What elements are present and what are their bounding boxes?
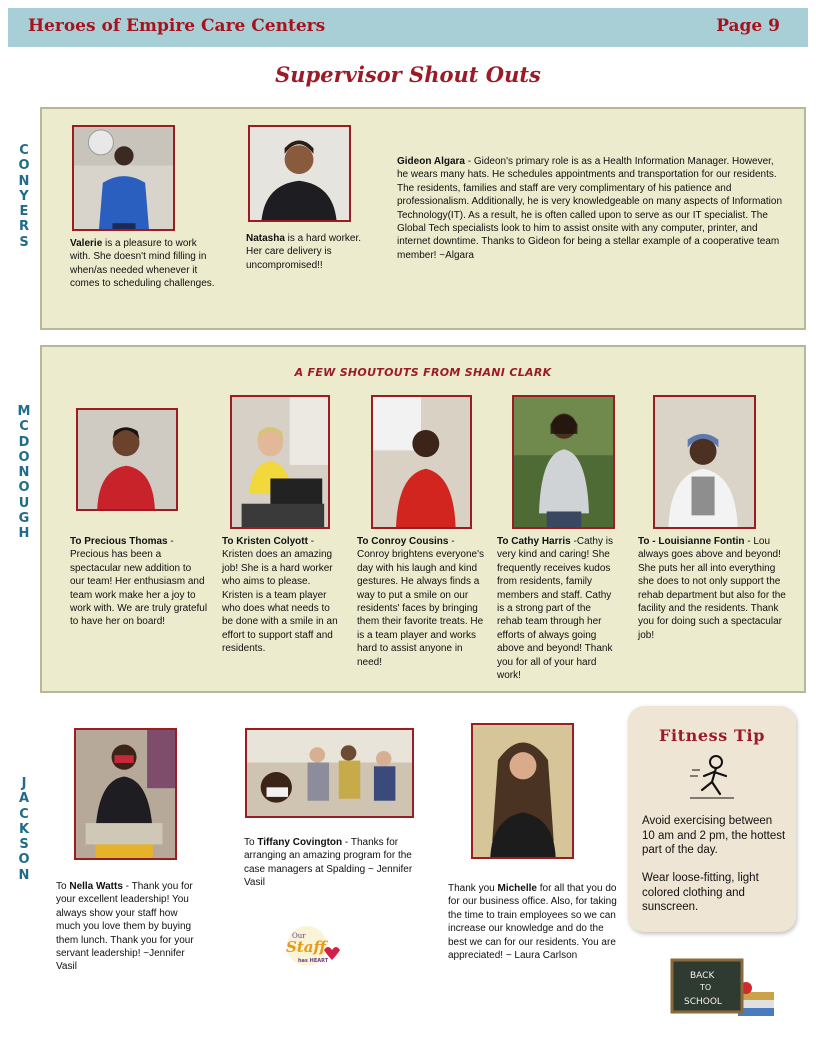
- back-to-school-graphic: [664, 950, 776, 1022]
- label-letter: U: [18, 495, 30, 511]
- kristen-photo: [230, 395, 330, 529]
- nella-text: - Thank you for your excellent leadership! You always show your staff how much you love them by buying them lunch. Thank you for your servant leadership! ~Jennifer Vasil: [56, 881, 194, 973]
- fitness-tip-title: Fitness Tip: [659, 726, 765, 745]
- person-photo-icon: [74, 127, 173, 229]
- person-photo-icon: [373, 397, 470, 527]
- label-letter: O: [18, 852, 30, 868]
- mcdonough-subtitle: A FEW SHOUTOUTS FROM SHANI CLARK: [294, 366, 552, 379]
- label-letter: C: [19, 806, 29, 822]
- tiffany-text: - Thanks for arranging an amazing program for the case managers at Spalding ~ Jennifer Vasil: [244, 837, 413, 889]
- newsletter-title: Heroes of Empire Care Centers: [28, 16, 326, 36]
- natasha-text: is a hard worker. Her care delivery is uncompromised!!: [246, 233, 362, 271]
- person-photo-icon: [250, 127, 349, 220]
- label-letter: C: [19, 419, 29, 435]
- label-letter: S: [19, 837, 29, 853]
- tiffany-photo: [245, 728, 414, 818]
- label-letter: C: [19, 143, 29, 158]
- louisianne-name: To - Louisianne Fontin: [638, 536, 745, 547]
- kristen-text: - Kristen does an amazing job! She is a hard worker who aims to please. Kristen is a team player who does what needs to be done with a smile in an effort to support staff and residents.: [222, 536, 338, 655]
- label-letter: N: [18, 867, 30, 883]
- label-letter: H: [18, 526, 30, 542]
- valerie-text: is a pleasure to work with. She doesn't mind filling in when/as needed whenever it comes to scheduling challenges.: [70, 238, 215, 290]
- person-photo-icon: [514, 397, 613, 527]
- person-photo-icon: [232, 397, 328, 527]
- michelle-photo: [471, 723, 574, 859]
- group-photo-icon: [247, 730, 412, 816]
- nella-shoutout: [56, 880, 196, 974]
- cathy-text: -Cathy is very kind and caring! She frequently receives kudos from residents, family members and staff. Cathy is a strong part of the rehab team through her efforts of always going above and beyond! Thank you for all of your hard work!: [497, 536, 613, 682]
- person-photo-icon: [78, 410, 176, 509]
- nella-name: Nella Watts: [69, 881, 123, 892]
- runner-icon: [686, 750, 738, 802]
- label-letter: N: [18, 465, 30, 481]
- cathy-photo: [512, 395, 615, 529]
- fitness-tip-1: Avoid exercising between 10 am and 2 pm, the hottest part of the day.: [642, 815, 786, 856]
- mcdonough-vertical-label: [14, 404, 34, 542]
- valerie-photo: [72, 125, 175, 231]
- conroy-photo: [371, 395, 472, 529]
- conroy-shoutout: [357, 535, 489, 669]
- logo-line-staff: Staff: [286, 938, 326, 956]
- label-letter: O: [18, 480, 30, 496]
- nella-prefix: To: [56, 881, 70, 892]
- person-photo-icon: [655, 397, 754, 527]
- gideon-name: Gideon Algara: [397, 156, 465, 167]
- precious-shoutout: [70, 535, 208, 629]
- precious-text: - Precious has been a spectacular new addition to our team! Her enthusiasm and team work make her a joy to work with. We are truly grateful to have her on board!: [70, 536, 208, 628]
- chalk-line-school: SCHOOL: [684, 997, 722, 1007]
- staff-heart-logo: [272, 922, 342, 970]
- fitness-tip-2: Wear loose-fitting, light colored clothing and sunscreen.: [642, 872, 759, 913]
- label-letter: O: [18, 449, 30, 465]
- conyers-vertical-label: [14, 143, 34, 250]
- louisianne-photo: [653, 395, 756, 529]
- label-letter: D: [18, 434, 30, 450]
- logo-line-heart: has HEART: [298, 958, 329, 964]
- kristen-shoutout: [222, 535, 338, 656]
- logo-line-our: Our: [292, 932, 306, 940]
- label-letter: M: [17, 404, 31, 419]
- michelle-prefix: Thank you: [448, 883, 498, 894]
- label-letter: K: [18, 821, 30, 837]
- page-title: Supervisor Shout Outs: [275, 62, 541, 87]
- label-letter: J: [21, 776, 27, 791]
- gideon-text: - Gideon's primary role is as a Health Information Manager. However, he wears many hats. He schedules appointments and transportation for our residents. The residents, families and staff are very complimentary of his patience and professionalism. Additionally, he is very knowledgeable on many aspects of Information Technology(IT). As a result, he is often called upon to serve as our IT specialist. The Global Tech specialists look to him to assist onsite with any computer, printer, and internet downtime. Thanks to Gideon for being a stellar example of a cooperative team member! ~Algara: [397, 156, 783, 261]
- conroy-text: - Conroy brightens everyone's day with his laugh and kind gestures. He always finds a way to put a smile on our residents' faces by bringing them their favorite treats. He is a team player and works hard to assist anyone in need!: [357, 536, 484, 668]
- conroy-name: To Conroy Cousins: [357, 536, 449, 547]
- page-number: Page 9: [716, 16, 780, 36]
- natasha-photo: [248, 125, 351, 222]
- chalk-line-back: BACK: [690, 971, 715, 981]
- person-photo-icon: [473, 725, 572, 857]
- louisianne-shoutout: [638, 535, 790, 642]
- label-letter: E: [19, 204, 29, 220]
- heart-logo-icon: [272, 922, 342, 970]
- cathy-name: To Cathy Harris: [497, 536, 571, 547]
- louisianne-text: - Lou always goes above and beyond! She puts her all into everything she does to not only support the rehab department but also for the facility and the residents. Thank you for doing such a spectacular job!: [638, 536, 786, 641]
- michelle-text: for all that you do for our business office. Also, for taking the time to train employees so we can increase our knowledge and do the best we can for our residents. You are appreciated! ~ Laura Carlson: [448, 883, 617, 962]
- person-photo-icon: [76, 730, 175, 858]
- valerie-shoutout: [70, 237, 215, 291]
- fitness-tip-box: [628, 706, 796, 932]
- valerie-name: Valerie: [70, 238, 103, 249]
- label-letter: Y: [19, 188, 29, 204]
- natasha-shoutout: [246, 232, 366, 272]
- label-letter: S: [19, 234, 29, 250]
- precious-photo: [76, 408, 178, 511]
- label-letter: R: [18, 219, 29, 235]
- label-letter: G: [18, 511, 30, 527]
- jackson-vertical-label: [14, 776, 34, 883]
- michelle-name: Michelle: [497, 883, 537, 894]
- gideon-shoutout: [397, 155, 783, 262]
- tiffany-prefix: To: [244, 837, 258, 848]
- kristen-name: To Kristen Colyott: [222, 536, 308, 547]
- cathy-shoutout: [497, 535, 619, 682]
- chalkboard-icon: [664, 950, 776, 1022]
- natasha-name: Natasha: [246, 233, 285, 244]
- tiffany-name: Tiffany Covington: [257, 837, 343, 848]
- label-letter: O: [18, 158, 30, 174]
- nella-photo: [74, 728, 177, 860]
- precious-name: To Precious Thomas: [70, 536, 168, 547]
- label-letter: A: [18, 791, 30, 807]
- michelle-shoutout: [448, 882, 618, 962]
- tiffany-shoutout: [244, 836, 420, 890]
- page-header: [8, 8, 808, 47]
- label-letter: N: [18, 173, 30, 189]
- chalk-line-to: TO: [700, 983, 712, 992]
